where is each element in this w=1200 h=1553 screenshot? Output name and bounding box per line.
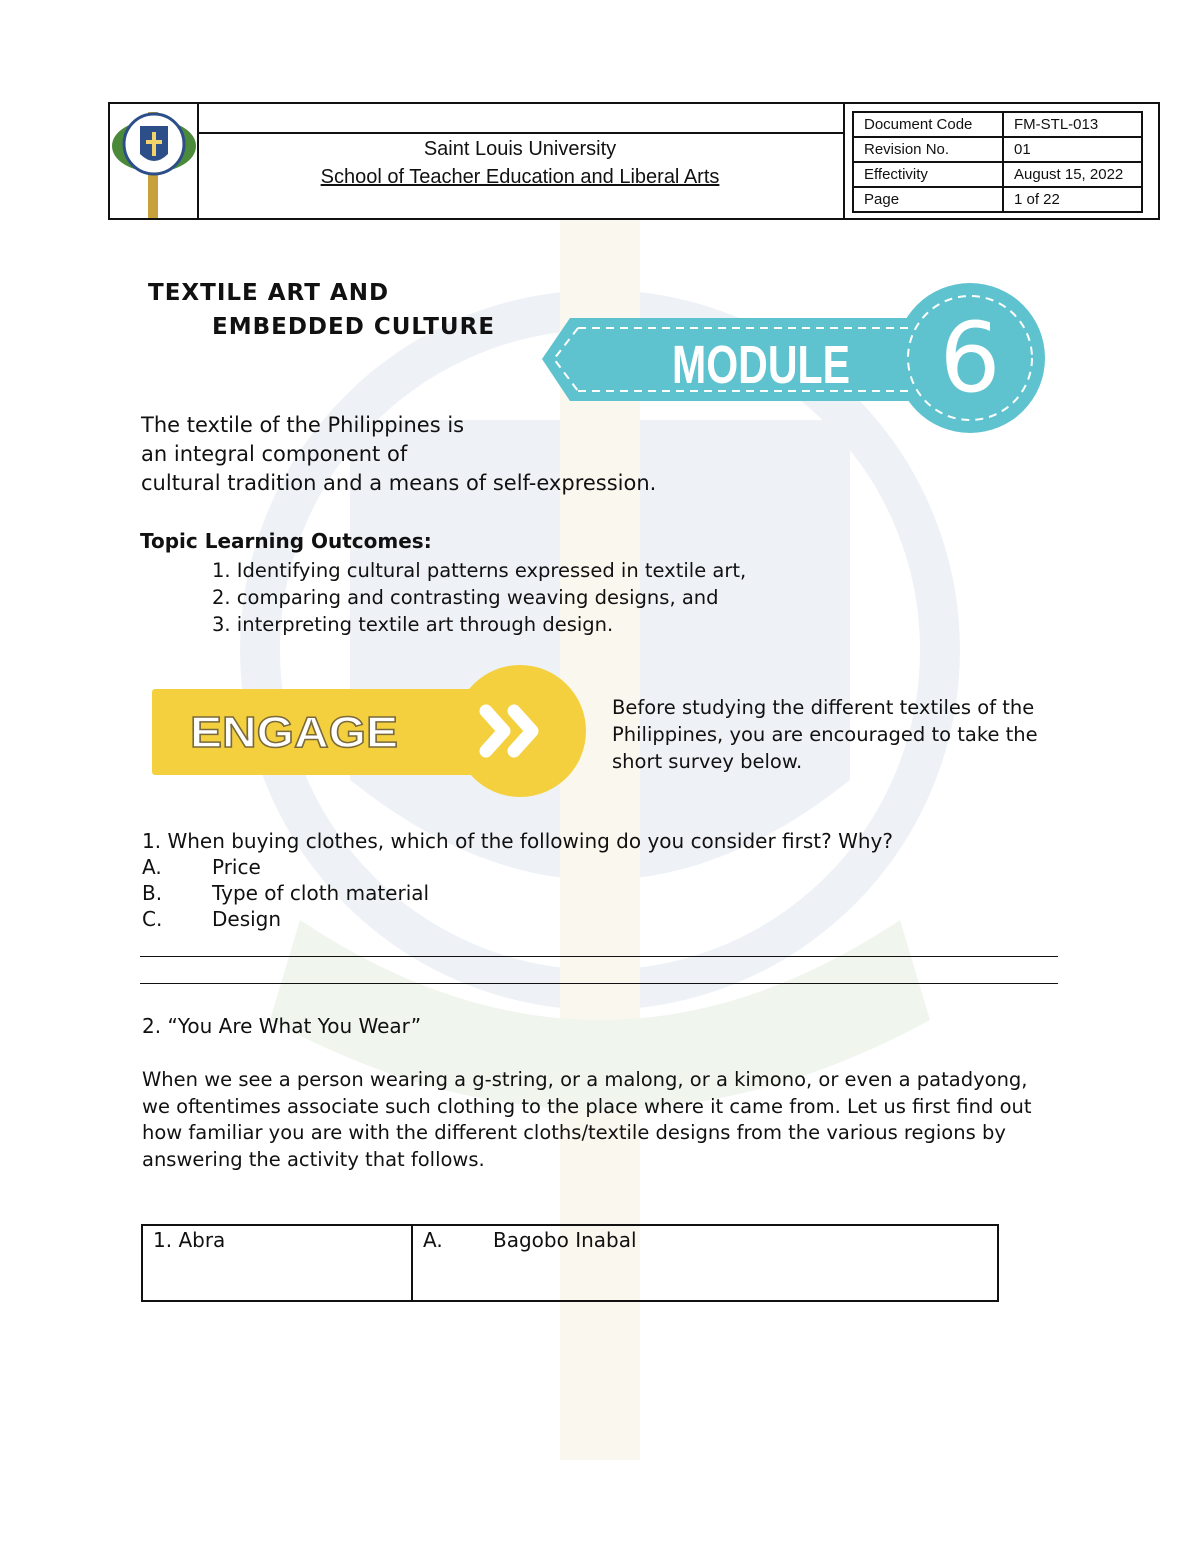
matching-choice-letter: A. [423, 1228, 443, 1252]
answer-line [140, 983, 1058, 984]
doc-info-value: August 15, 2022 [1003, 162, 1142, 187]
option-letter: B. [142, 881, 163, 905]
document-header [108, 102, 1160, 220]
school-name: School of Teacher Education and Liberal Arts [320, 166, 720, 188]
engage-banner [152, 665, 588, 797]
doc-info-row [853, 162, 1142, 187]
option-text: Type of cloth material [212, 881, 430, 905]
question-2-title: 2. “You Are What You Wear” [142, 1014, 422, 1038]
matching-left-cell [143, 1226, 413, 1300]
matching-table [141, 1224, 999, 1302]
module-badge-label: MODULE [672, 335, 850, 395]
option-text: Design [212, 907, 282, 931]
university-logo [110, 104, 197, 218]
module-badge-number: 6 [939, 302, 1001, 414]
doc-info-value: 01 [1003, 137, 1142, 162]
outcome-item: 3. interpreting textile art through design. [212, 613, 614, 636]
option-letter: A. [142, 855, 162, 879]
option-item [142, 907, 281, 931]
matching-item: 1. Abra [153, 1228, 226, 1252]
outcome-item: 2. comparing and contrasting weaving designs, and [212, 586, 719, 609]
intro-line: cultural tradition and a means of self-expression. [141, 471, 657, 495]
doc-info-value: FM-STL-013 [1003, 112, 1142, 137]
logo-cell [110, 104, 199, 218]
intro-line: an integral component of [141, 442, 408, 466]
option-letter: C. [142, 907, 163, 931]
option-text: Price [212, 855, 261, 879]
outcome-item: 1. Identifying cultural patterns expressed in textile art, [212, 559, 747, 582]
engage-intro-text: Before studying the different textiles of the Philippines, you are encouraged to take the short survey below. [612, 696, 1038, 773]
title-cell [197, 104, 845, 218]
matching-choice-text: Bagobo Inabal [493, 1228, 637, 1252]
doc-info-label: Effectivity [853, 162, 1003, 187]
engage-label: ENGAGE [190, 708, 398, 757]
doc-info-label: Revision No. [853, 137, 1003, 162]
doc-info-row [853, 112, 1142, 137]
document-info-table [852, 111, 1143, 213]
question-2-paragraph: When we see a person wearing a g-string, or a malong, or a kimono, or even a patadyong, we oftentimes associate such clothing to the place where it came from. Let us first find out how familiar you are with the different cloths/textile designs from the various regions by answering the activity that follows. [142, 1068, 1032, 1171]
question-1: 1. When buying clothes, which of the following do you consider first? Why? [142, 829, 893, 853]
module-badge [540, 283, 1048, 433]
option-item [142, 855, 261, 879]
doc-info-row [853, 137, 1142, 162]
intro-line: The textile of the Philippines is [141, 413, 465, 437]
module-title-line1: TEXTILE ART AND [148, 280, 390, 306]
outcomes-heading: Topic Learning Outcomes: [140, 529, 432, 553]
doc-info-value: 1 of 22 [1003, 187, 1142, 212]
option-item [142, 881, 429, 905]
module-title-line2: EMBEDDED CULTURE [212, 314, 496, 340]
answer-line [140, 956, 1058, 957]
doc-info-label: Page [853, 187, 1003, 212]
university-name: Saint Louis University [423, 138, 617, 160]
doc-info-label: Document Code [853, 112, 1003, 137]
doc-info-row [853, 187, 1142, 212]
